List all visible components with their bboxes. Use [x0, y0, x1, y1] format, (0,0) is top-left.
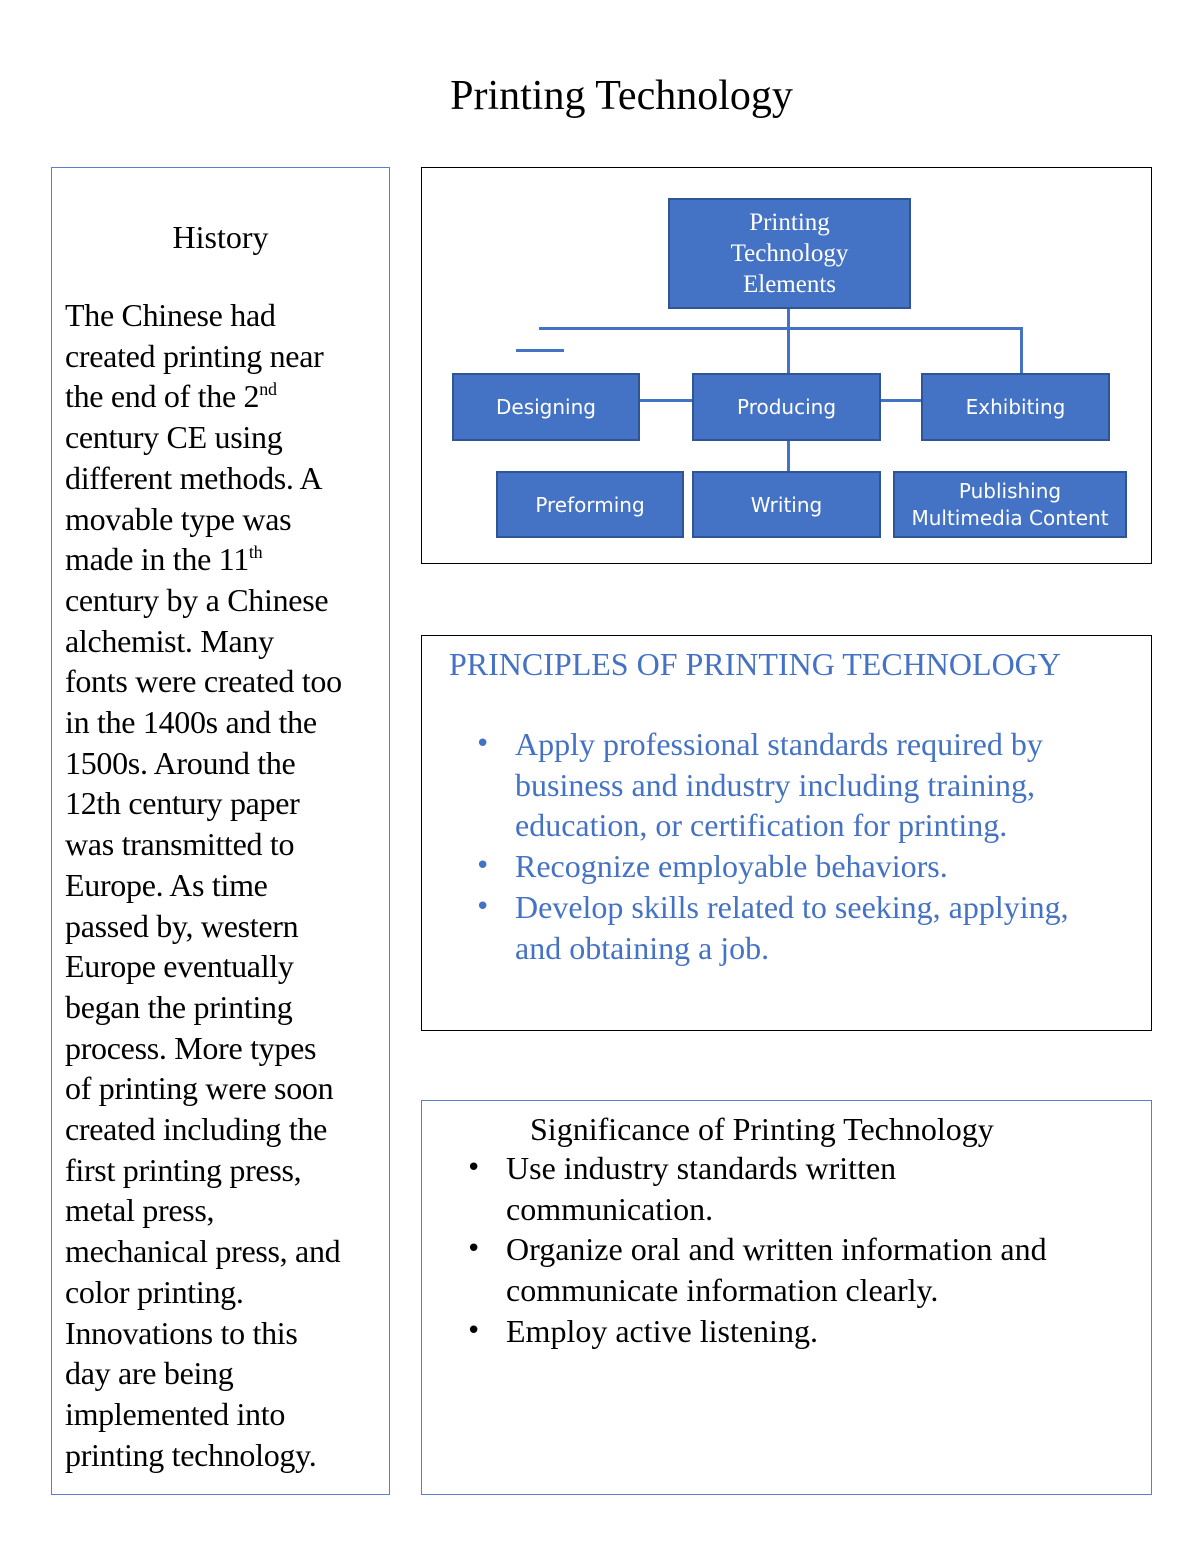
bullet-icon: • [475, 729, 491, 759]
history-line: created including the [65, 1111, 328, 1148]
list-item [466, 1311, 1146, 1352]
ordinal-superscript: th [248, 542, 263, 563]
list-item-line: business and industry including training, [515, 766, 1035, 803]
bullet-icon: • [466, 1315, 482, 1346]
history-line: Europe eventually [65, 948, 294, 985]
history-line: fonts were created too [65, 663, 342, 700]
node-exhibiting: Exhibiting [921, 373, 1110, 441]
list-item-line: communication. [506, 1190, 714, 1227]
history-line: was transmitted to [65, 826, 295, 863]
connector-stub [516, 349, 564, 352]
node-root-line: Technology [730, 240, 849, 267]
node-root [668, 198, 911, 309]
history-line: printing technology. [65, 1436, 317, 1473]
bullet-icon: • [466, 1153, 482, 1183]
list-item-line: Use industry standards written [506, 1150, 897, 1186]
history-line: 12th century paper [65, 785, 300, 822]
ordinal-superscript: nd [259, 379, 277, 400]
history-line: created printing near [65, 337, 324, 374]
node-publishing-line: Publishing [958, 478, 1062, 503]
list-item [475, 846, 1135, 887]
connector-producing-exhibiting [881, 399, 921, 402]
list-item-line: education, or certification for printing. [515, 807, 1008, 844]
significance-list [466, 1148, 1146, 1352]
list-item-line: Develop skills related to seeking, applying, [515, 888, 1069, 925]
history-line: Innovations to this [65, 1314, 298, 1351]
history-line: century CE using [65, 419, 283, 456]
history-line: 1500s. Around the [65, 744, 296, 781]
history-line [65, 376, 383, 417]
history-line: in the 1400s and the [65, 704, 317, 741]
history-line: Europe. As time [65, 866, 268, 903]
history-line: process. More types [65, 1029, 317, 1066]
node-publishing [893, 471, 1127, 538]
node-producing: Producing [692, 373, 881, 441]
connector-root-producing [787, 309, 790, 375]
significance-heading: Significance of Printing Technology [530, 1111, 994, 1147]
node-publishing-line: Multimedia Content [911, 505, 1109, 530]
history-line: movable type was [65, 500, 292, 537]
history-line: different methods. A [65, 459, 323, 496]
history-line: passed by, western [65, 907, 299, 944]
node-designing: Designing [452, 373, 640, 441]
connector-designing-producing [640, 399, 692, 402]
list-item [475, 887, 1135, 968]
node-root-line: Elements [742, 271, 837, 298]
history-line: day are being [65, 1355, 234, 1392]
history-line: metal press, [65, 1192, 215, 1229]
history-line: The Chinese had [65, 297, 276, 333]
bullet-icon: • [466, 1234, 482, 1265]
connector-horizontal-top [539, 327, 1023, 330]
history-line: of printing were soon [65, 1070, 334, 1107]
node-preforming: Preforming [496, 471, 684, 538]
connector-producing-writing [787, 441, 790, 471]
list-item [466, 1148, 1146, 1229]
history-line: color printing. [65, 1273, 244, 1310]
list-item-line: Employ active listening. [506, 1312, 818, 1349]
principles-list [475, 724, 1135, 968]
list-item-line: Organize oral and written information and [506, 1231, 1047, 1268]
page-title: Printing Technology [450, 73, 793, 119]
list-item [475, 724, 1135, 846]
connector-to-exhibiting [1020, 327, 1023, 374]
bullet-icon: • [475, 851, 491, 882]
history-line: began the printing [65, 988, 293, 1025]
list-item-line: communicate information clearly. [506, 1272, 939, 1309]
list-item-line: Recognize employable behaviors. [515, 848, 948, 885]
list-item-line: Apply professional standards required by [515, 726, 1043, 762]
principles-heading: PRINCIPLES OF PRINTING TECHNOLOGY [449, 646, 1061, 682]
history-text [65, 295, 383, 1475]
history-line-text: the end of the 2 [65, 378, 260, 415]
list-item-line: and obtaining a job. [515, 929, 770, 966]
node-root-line: Printing [749, 209, 830, 236]
history-line: alchemist. Many [65, 622, 274, 659]
history-line: first printing press, [65, 1151, 302, 1188]
history-line: implemented into [65, 1395, 286, 1432]
history-heading: History [172, 219, 269, 255]
bullet-icon: • [475, 891, 491, 922]
node-writing: Writing [692, 471, 881, 538]
history-line [65, 539, 383, 580]
list-item [466, 1229, 1146, 1310]
history-line: century by a Chinese [65, 581, 329, 618]
history-line-text: made in the 11 [65, 541, 249, 578]
history-line: mechanical press, and [65, 1233, 341, 1270]
